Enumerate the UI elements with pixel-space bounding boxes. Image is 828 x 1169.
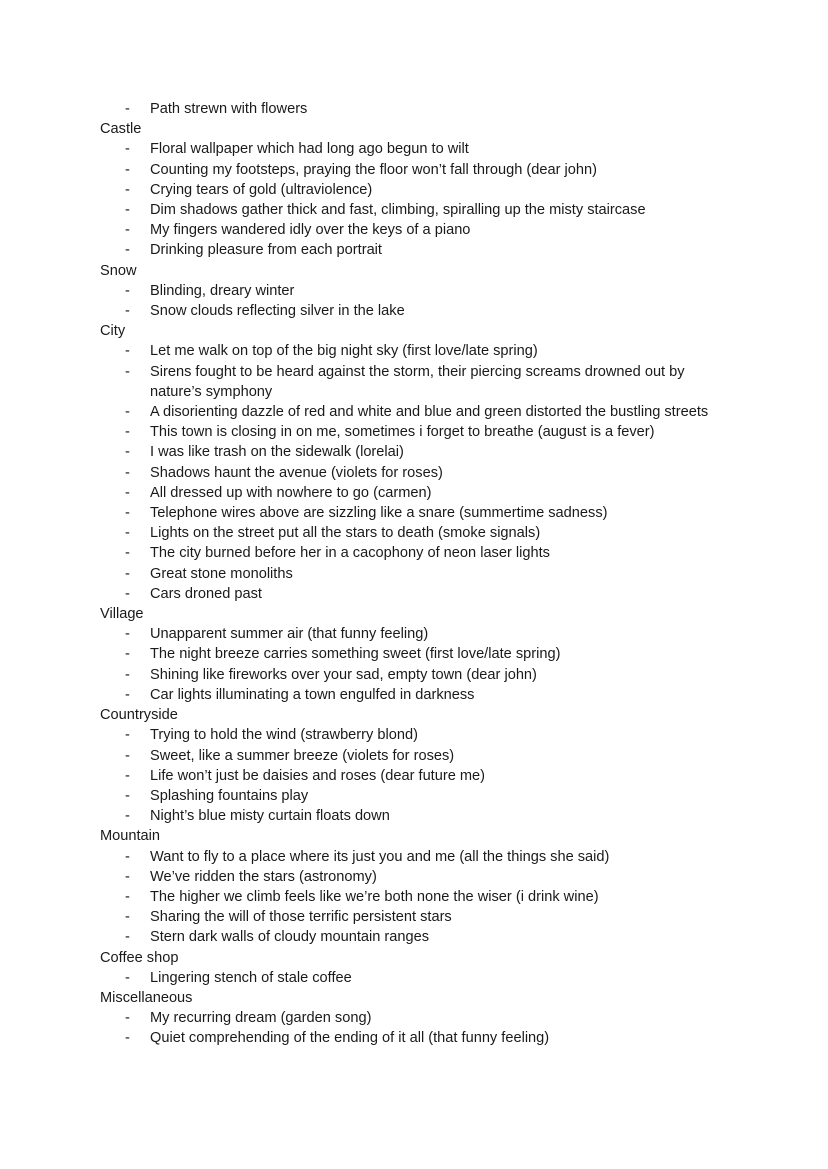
- list-item: [100, 665, 740, 685]
- list-item: [100, 624, 740, 644]
- bullet-dash: -: [125, 888, 130, 905]
- bullet-dash: -: [125, 464, 130, 481]
- bullet-dash: -: [125, 787, 130, 804]
- list-item-text: Shadows haunt the avenue (violets for roses): [150, 464, 443, 481]
- bullet-dash: -: [125, 646, 130, 663]
- section-countryside: [100, 705, 740, 826]
- bullet-dash: -: [125, 161, 130, 178]
- list-item-text: Drinking pleasure from each portrait: [150, 242, 382, 259]
- list-item: [100, 220, 740, 240]
- list-item: [100, 725, 740, 745]
- list-item-text: Stern dark walls of cloudy mountain ranges: [150, 929, 430, 946]
- list-item: [100, 402, 740, 422]
- list-item: [100, 584, 740, 604]
- section-heading: Snow: [100, 262, 137, 279]
- bullet-dash: -: [125, 202, 130, 219]
- list-item: [100, 139, 740, 159]
- bullet-dash: -: [125, 767, 130, 784]
- bullet-dash: -: [125, 363, 130, 380]
- list-item-text: Crying tears of gold (ultraviolence): [150, 181, 373, 198]
- list-item: [100, 685, 740, 705]
- section-heading: Village: [100, 606, 144, 623]
- bullet-dash: -: [125, 969, 130, 986]
- section-list: [100, 847, 740, 948]
- list-item-text: Quiet comprehending of the ending of it all (that funny feeling): [150, 1030, 550, 1047]
- list-item-text: Floral wallpaper which had long ago begun to wilt: [150, 141, 469, 158]
- bullet-dash: -: [125, 1030, 130, 1047]
- list-item: [100, 968, 740, 988]
- list-item: [100, 564, 740, 584]
- section-heading: Mountain: [100, 828, 161, 845]
- bullet-dash: -: [125, 404, 130, 421]
- bullet-dash: -: [125, 929, 130, 946]
- list-item-text: Life won’t just be daisies and roses (dear future me): [150, 767, 486, 784]
- section-snow: [100, 261, 740, 322]
- bullet-dash: -: [125, 222, 130, 239]
- section-heading: City: [100, 323, 126, 340]
- list-item-text: Want to fly to a place where its just you and me (all the things she said): [150, 848, 610, 865]
- list-item: [100, 887, 740, 907]
- bullet-dash: -: [125, 545, 130, 562]
- list-item: [100, 523, 740, 543]
- section-city: [100, 321, 740, 604]
- list-item-text: Sirens fought to be heard against the storm, their piercing screams drowned out by nature’s symphony: [150, 363, 685, 400]
- list-item-text: Lingering stench of stale coffee: [150, 969, 352, 986]
- list-item-text: Cars droned past: [150, 585, 262, 602]
- list-item-text: The city burned before her in a cacophony of neon laser lights: [150, 545, 550, 562]
- section-list: [100, 139, 740, 260]
- list-item: [100, 746, 740, 766]
- list-item-text: Path strewn with flowers: [150, 101, 308, 117]
- list-item: [100, 301, 740, 321]
- bullet-dash: -: [125, 868, 130, 885]
- list-item-text: My fingers wandered idly over the keys of a piano: [150, 222, 471, 239]
- list-item-text: Great stone monoliths: [150, 565, 293, 582]
- section-miscellaneous: [100, 988, 740, 1049]
- bullet-dash: -: [125, 505, 130, 522]
- list-item: [100, 847, 740, 867]
- bullet-dash: -: [125, 444, 130, 461]
- bullet-dash: -: [125, 747, 130, 764]
- list-item-text: Blinding, dreary winter: [150, 282, 295, 299]
- list-item: [100, 503, 740, 523]
- list-item: [100, 1028, 740, 1048]
- bullet-dash: -: [125, 141, 130, 158]
- list-item-text: A disorienting dazzle of red and white and blue and green distorted the bustling streets: [150, 404, 709, 421]
- document-body: [100, 99, 740, 1049]
- bullet-dash: -: [125, 242, 130, 259]
- list-item: [100, 341, 740, 361]
- list-item-text: Unapparent summer air (that funny feeling): [150, 626, 429, 643]
- bullet-dash: -: [125, 848, 130, 865]
- section-mountain: [100, 826, 740, 947]
- bullet-dash: -: [125, 808, 130, 825]
- section-castle: [100, 119, 740, 260]
- list-item: [100, 483, 740, 503]
- bullet-dash: -: [125, 282, 130, 299]
- bullet-dash: -: [125, 686, 130, 703]
- section-village: [100, 604, 740, 705]
- section-list: [100, 281, 740, 321]
- sections-container: [100, 119, 740, 1048]
- list-item-text: We’ve ridden the stars (astronomy): [150, 868, 377, 885]
- list-item-text: Sweet, like a summer breeze (violets for roses): [150, 747, 455, 764]
- section-list: [100, 624, 740, 705]
- list-item: [100, 543, 740, 563]
- section-list: [100, 968, 740, 988]
- intro-list: [100, 99, 740, 119]
- bullet-dash: -: [125, 484, 130, 501]
- list-item: [100, 99, 740, 119]
- section-heading: Countryside: [100, 707, 178, 724]
- section-coffee-shop: [100, 948, 740, 988]
- list-item-text: The night breeze carries something sweet (first love/late spring): [150, 646, 561, 663]
- section-list: [100, 1008, 740, 1048]
- bullet-dash: -: [125, 303, 130, 320]
- list-item: [100, 766, 740, 786]
- list-item: [100, 463, 740, 483]
- list-item: [100, 281, 740, 301]
- bullet-dash: -: [125, 181, 130, 198]
- list-item: [100, 160, 740, 180]
- section-heading: Coffee shop: [100, 949, 179, 966]
- bullet-dash: -: [125, 727, 130, 744]
- bullet-dash: -: [125, 101, 130, 117]
- list-item-text: My recurring dream (garden song): [150, 1010, 372, 1027]
- section-heading: Miscellaneous: [100, 989, 193, 1006]
- section-list: [100, 725, 740, 826]
- list-item-text: Shining like fireworks over your sad, empty town (dear john): [150, 666, 537, 683]
- list-item-text: Counting my footsteps, praying the floor won’t fall through (dear john): [150, 161, 597, 178]
- list-item: [100, 442, 740, 462]
- list-item: [100, 422, 740, 442]
- list-item-text: Car lights illuminating a town engulfed in darkness: [150, 686, 475, 703]
- section-heading: Castle: [100, 121, 142, 138]
- list-item-text: The higher we climb feels like we’re both none the wiser (i drink wine): [150, 888, 599, 905]
- list-item: [100, 927, 740, 947]
- list-item-text: Night’s blue misty curtain floats down: [150, 808, 390, 825]
- list-item-text: Snow clouds reflecting silver in the lake: [150, 303, 405, 320]
- list-item-text: This town is closing in on me, sometimes i forget to breathe (august is a fever): [150, 424, 655, 441]
- bullet-dash: -: [125, 585, 130, 602]
- list-item: [100, 200, 740, 220]
- list-item: [100, 907, 740, 927]
- bullet-dash: -: [125, 626, 130, 643]
- list-item-text: Let me walk on top of the big night sky (first love/late spring): [150, 343, 538, 360]
- list-item: [100, 180, 740, 200]
- list-item: [100, 240, 740, 260]
- list-item: [100, 786, 740, 806]
- bullet-dash: -: [125, 1010, 130, 1027]
- list-item-text: Dim shadows gather thick and fast, climbing, spiralling up the misty staircase: [150, 202, 646, 219]
- list-item: [100, 867, 740, 887]
- list-item: [100, 1008, 740, 1028]
- list-item: [100, 806, 740, 826]
- bullet-dash: -: [125, 666, 130, 683]
- bullet-dash: -: [125, 343, 130, 360]
- list-item-text: I was like trash on the sidewalk (lorelai): [150, 444, 404, 461]
- section-list: [100, 341, 740, 604]
- list-item-text: Splashing fountains play: [150, 787, 309, 804]
- bullet-dash: -: [125, 565, 130, 582]
- list-item-text: Sharing the will of those terrific persistent stars: [150, 909, 452, 926]
- list-item-text: Lights on the street put all the stars to death (smoke signals): [150, 525, 541, 542]
- list-item-text: Trying to hold the wind (strawberry blond): [150, 727, 418, 744]
- bullet-dash: -: [125, 525, 130, 542]
- list-item: [100, 362, 740, 402]
- list-item-text: Telephone wires above are sizzling like a snare (summertime sadness): [150, 505, 608, 522]
- list-item: [100, 644, 740, 664]
- list-item-text: All dressed up with nowhere to go (carmen): [150, 484, 432, 501]
- bullet-dash: -: [125, 424, 130, 441]
- bullet-dash: -: [125, 909, 130, 926]
